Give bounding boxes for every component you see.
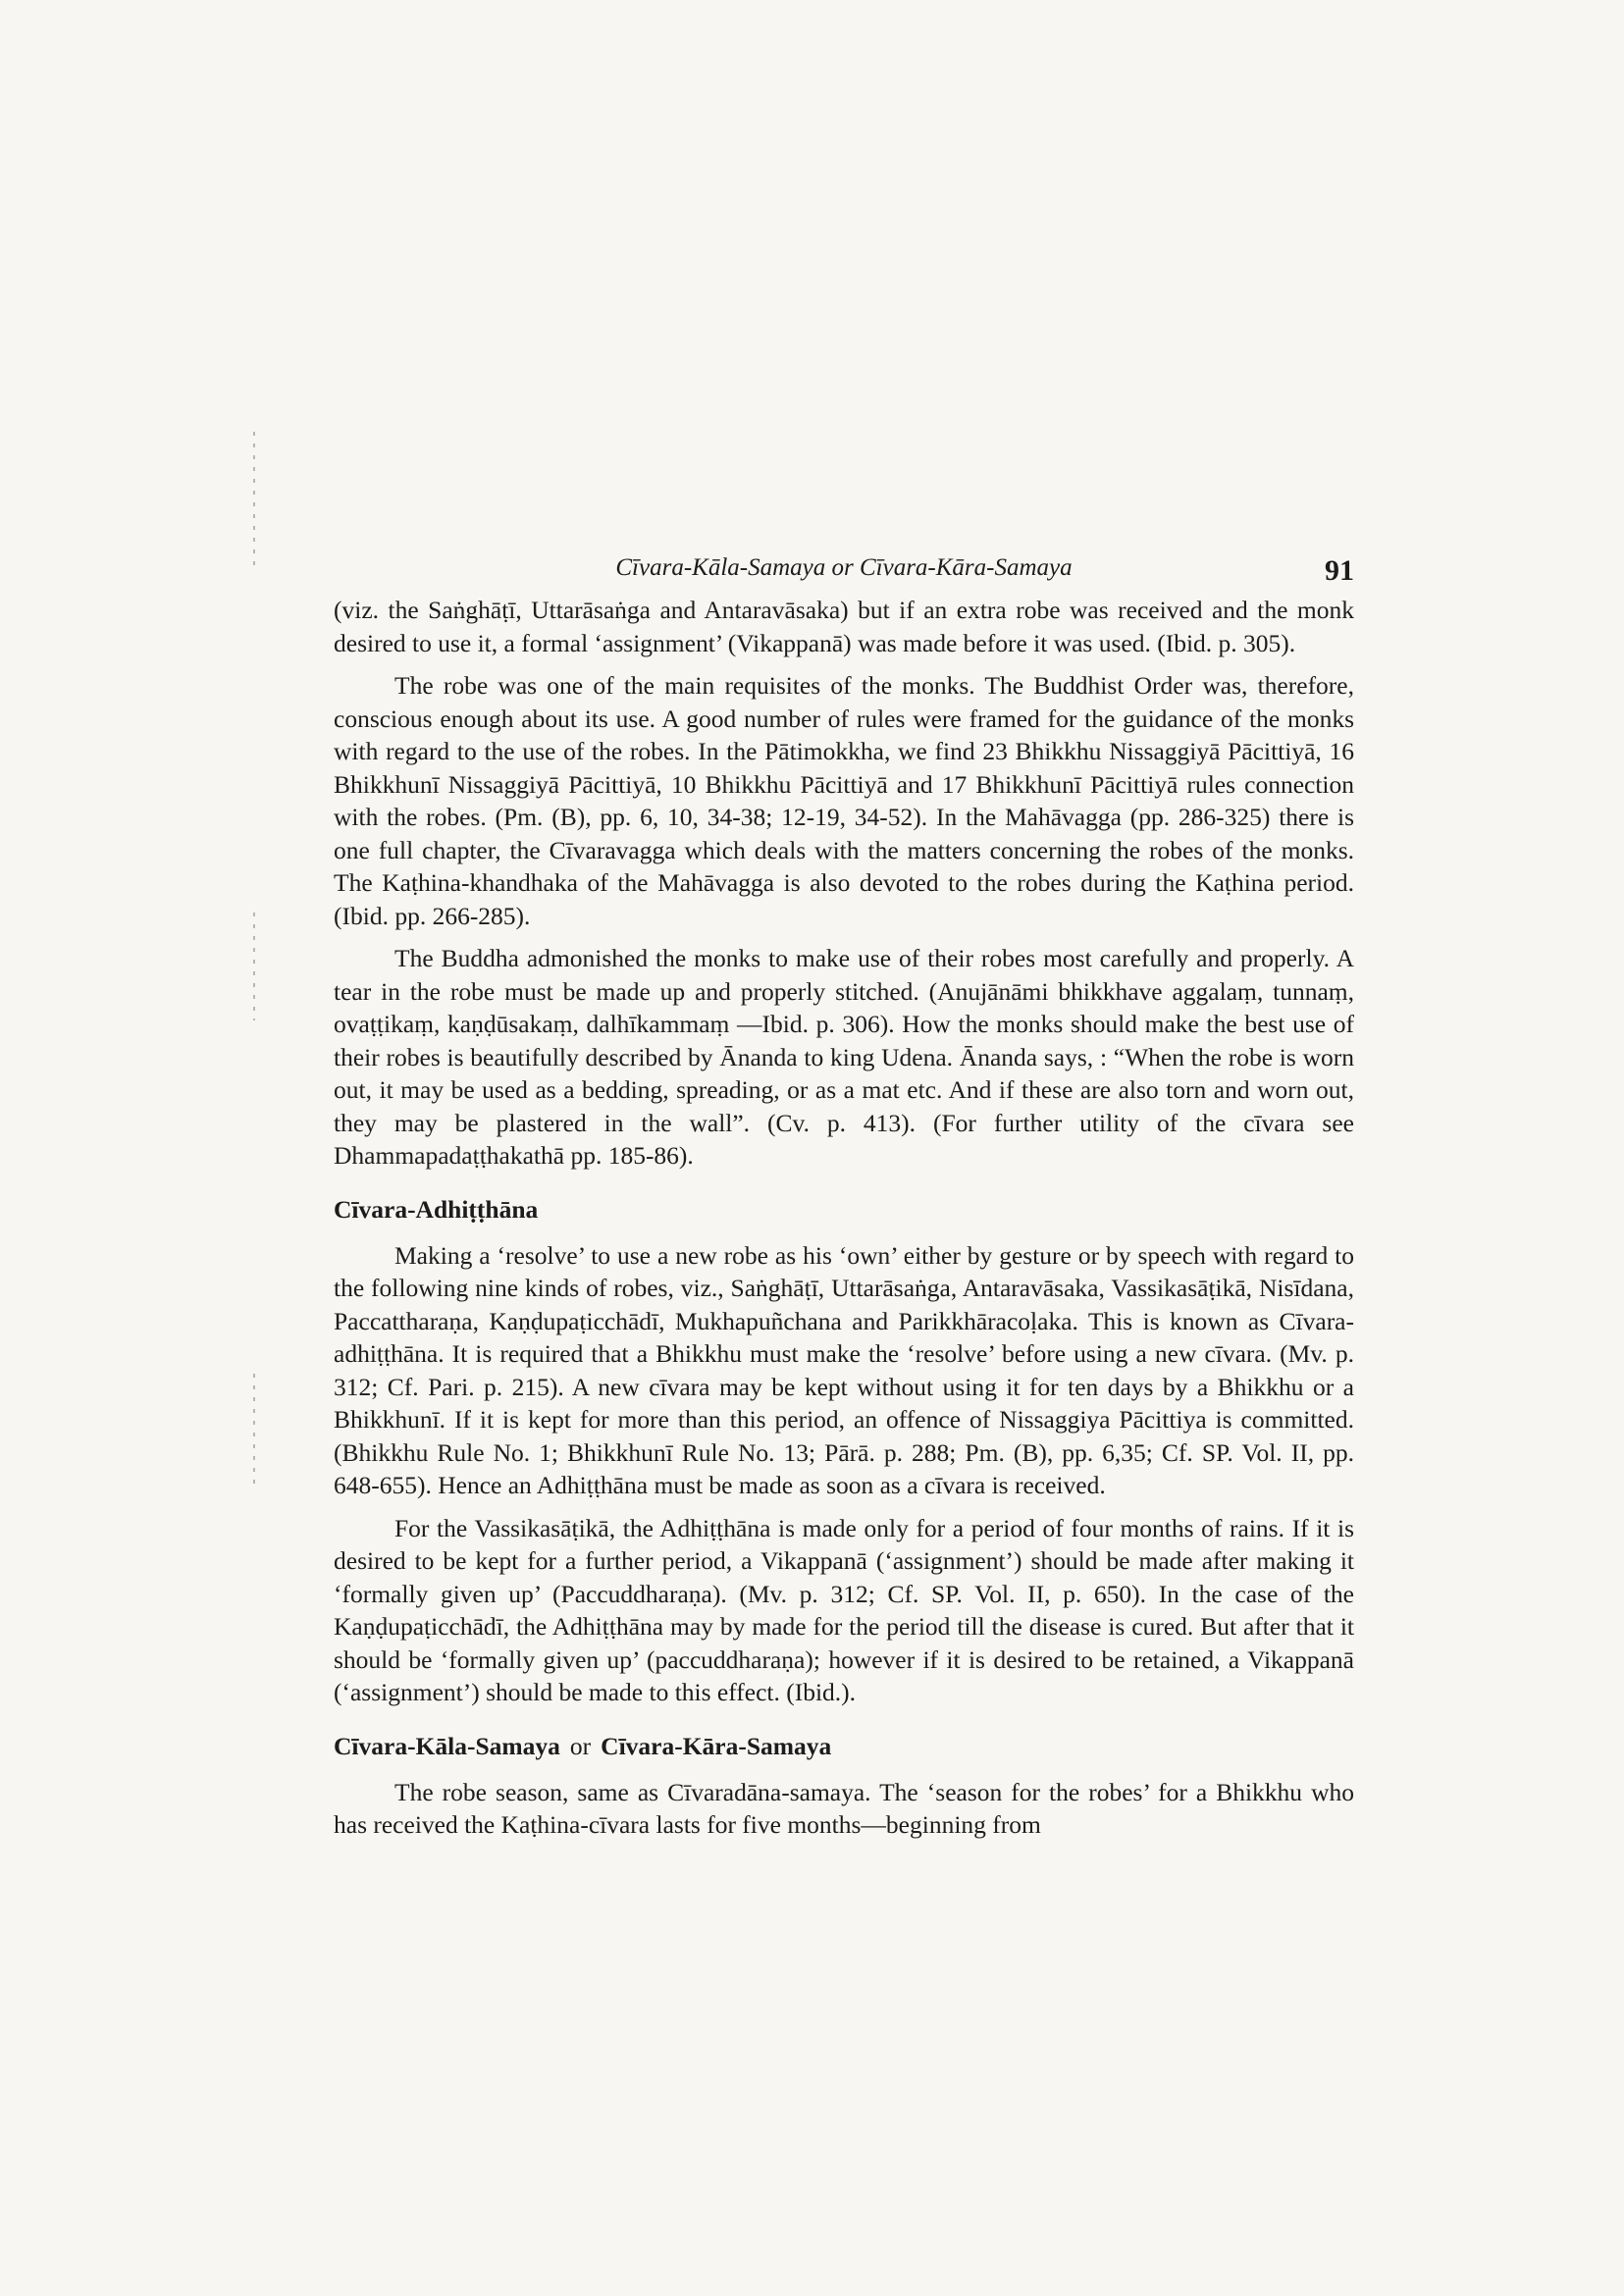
page-number: 91: [1325, 554, 1354, 587]
heading-civara-kala-samaya: [334, 1731, 1354, 1762]
paragraph-making-resolve: Making a ‘resolve’ to use a new robe as his ‘own’ either by gesture or by speech with regard to the following nine kinds of robes, viz., Saṅghāṭī, Uttarāsaṅga, Antaravāsaka, Vassikasāṭikā, Nisīdana, Paccattharaṇa, Kaṇḍupaṭicchādī, Mukhapuñchana and Parikkhāracoḷaka. This is known as Cīvara-adhiṭṭhāna. It is required that a Bhikkhu must make the ‘resolve’ before using a new cīvara. (Mv. p. 312; Cf. Pari. p. 215). A new cīvara may be kept without using it for ten days by a Bhikkhu or a Bhikkhunī. If it is kept for more than this period, an offence of Nissaggiya Pācittiya is committed. (Bhikkhu Rule No. 1; Bhikkhunī Rule No. 13; Pārā. p. 288; Pm. (B), pp. 6,35; Cf. SP. Vol. II, pp. 648-655). Hence an Adhiṭṭhāna must be made as soon as a cīvara is received.: [334, 1240, 1354, 1499]
paragraph-buddha-admonished: The Buddha admonished the monks to make use of their robes most carefully and properly. A tear in the robe must be made up and properly stitched. (Anujānāmi bhikkhave aggalaṃ, tunnaṃ, ovaṭṭikaṃ, kaṇḍūsakaṃ, dalhīkammaṃ —Ibid. p. 306). How the monks should make the best use of their robes is beautifully described by Ānanda to king Udena. Ānanda says, : “When the robe is worn out, it may be used as a bedding, spreading, or as a mat etc. And if these are also torn and worn out, they may be plastered in the wall”. (Cv. p. 413). (For further utility of the cīvara see Dhammapadaṭṭhakathā pp. 185-86).: [334, 944, 1354, 1170]
page-content: [334, 545, 1354, 1842]
heading-kala-samaya: Cīvara-Kāla-Samaya: [334, 1731, 560, 1760]
paragraph-continuation: (viz. the Saṅghāṭī, Uttarāsaṅga and Antaravāsaka) but if an extra robe was received and the monk desired to use it, a formal ‘assignment’ (Vikappanā) was made before it was used. (Ibid. p. 305).: [334, 596, 1354, 657]
running-title: Cīvara-Kāla-Samaya or Cīvara-Kāra-Samaya: [615, 554, 1073, 581]
heading-kara-samaya: Cīvara-Kāra-Samaya: [601, 1731, 832, 1760]
heading-or: or: [569, 1731, 592, 1760]
paragraph-vassikasatika: For the Vassikasāṭikā, the Adhiṭṭhāna is made only for a period of four months of rains. If it is desired to be kept for a further period, a Vikappanā (‘assignment’) should be made after making it ‘formally given up’ (Paccuddharaṇa). (Mv. p. 312; Cf. SP. Vol. II, p. 650). In the case of the Kaṇḍupaṭicchādī, the Adhiṭṭhāna may by made for the period till the disease is cured. But after that it should be ‘formally given up’ (paccuddharaṇa); however if it is desired to be retained, a Vikappanā (‘assignment’) should be made to this effect. (Ibid.).: [334, 1513, 1354, 1706]
margin-mark-lower: [253, 913, 255, 1020]
paragraph-robe-requisites: The robe was one of the main requisites of the monks. The Buddhist Order was, therefore, conscious enough about its use. A good number of rules were framed for the guidance of the monks with regard to the use of the robes. In the Pātimokkha, we find 23 Bhikkhu Nissaggiyā Pācittiyā, 16 Bhikkhunī Nissaggiyā Pācittiyā, 10 Bhikkhu Pācittiyā and 17 Bhikkhunī Pācittiyā rules connection with the robes. (Pm. (B), pp. 6, 10, 34-38; 12-19, 34-52). In the Mahāvagga (pp. 286-325) there is one full chapter, the Cīvaravagga which deals with the matters concerning the robes of the monks. The Kaṭhina-khandhaka of the Mahāvagga is also devoted to the robes during the Kaṭhina period. (Ibid. pp. 266-285).: [334, 671, 1354, 930]
heading-civara-adhitthana: Cīvara-Adhiṭṭhāna: [334, 1194, 539, 1224]
margin-mark-bottom: [253, 1374, 255, 1491]
running-head: [334, 545, 1354, 594]
paragraph-robe-season: The robe season, same as Cīvaradāna-samaya. The ‘season for the robes’ for a Bhikkhu who has received the Kaṭhina-cīvara lasts for five months—beginning from: [334, 1777, 1354, 1839]
margin-mark-upper: [253, 432, 255, 569]
